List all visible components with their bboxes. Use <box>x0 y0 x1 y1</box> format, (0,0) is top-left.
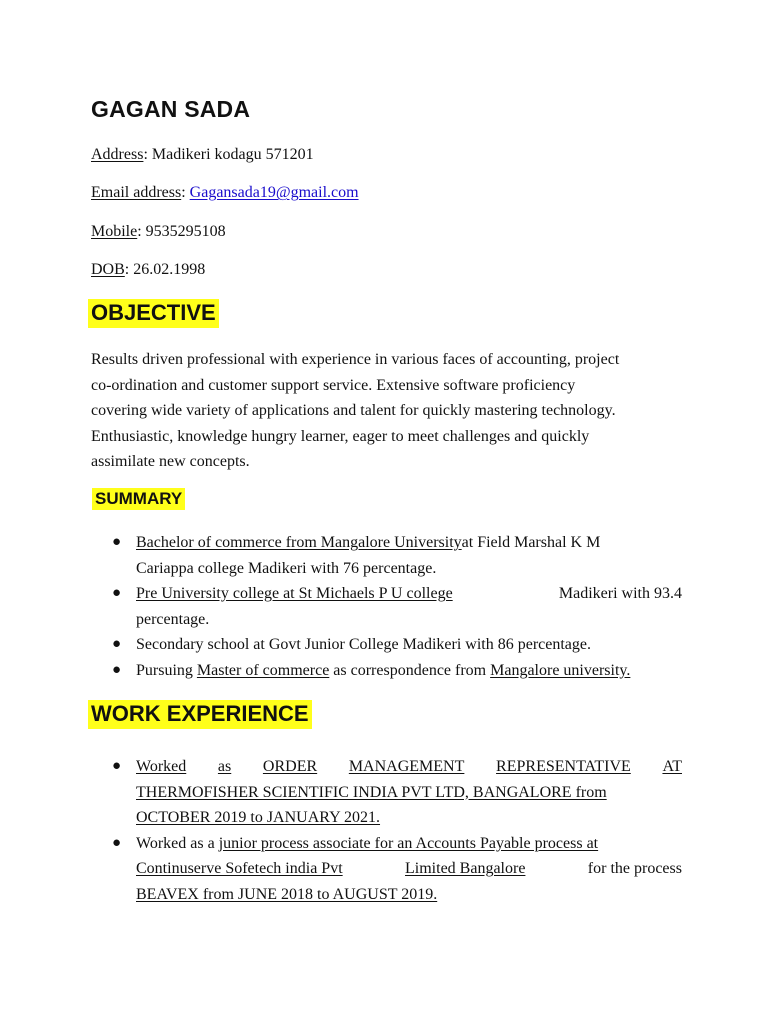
address-line: Address: Madikeri kodagu 571201 <box>91 146 314 163</box>
puc-text: Pre University college at St Michaels P U college <box>136 585 453 602</box>
list-item <box>110 658 682 684</box>
work-word: as <box>217 758 232 775</box>
candidate-name: GAGAN SADA <box>91 96 251 122</box>
pursuing-text: Pursuing <box>136 661 197 679</box>
bullet-icon: ● <box>112 636 122 652</box>
dob-value: 26.02.1998 <box>133 261 206 278</box>
list-line: BEAVEX from JUNE 2018 to AUGUST 2019. <box>136 885 438 903</box>
list-line <box>136 581 682 607</box>
dob-label: DOB <box>91 261 125 278</box>
degree-rest: at Field Marshal K M <box>461 534 601 551</box>
mobile-value: 9535295108 <box>145 223 226 240</box>
mobile-line: Mobile: 9535295108 <box>91 223 226 240</box>
bullet-icon: ● <box>112 758 122 774</box>
email-line: Email address: Gagansada19@gmail.com <box>91 184 359 201</box>
company-location: Limited Bangalore <box>405 860 526 877</box>
work-list <box>110 754 682 907</box>
work-word: AT <box>662 758 682 775</box>
masters-text: Master of commerce <box>196 661 330 679</box>
summary-list <box>110 530 682 683</box>
list-line: Cariappa college Madikeri with 76 percentage. <box>136 559 437 577</box>
list-line: OCTOBER 2019 to JANUARY 2021. <box>136 809 381 826</box>
work-word: Worked <box>136 758 187 775</box>
objective-line: Results driven professional with experience in various faces of accounting, project <box>91 351 620 368</box>
bullet-icon: ● <box>112 585 122 601</box>
address-value: Madikeri kodagu 571201 <box>151 146 314 163</box>
objective-line: covering wide variety of applications and talent for quickly mastering technology. <box>91 402 616 420</box>
puc-rest: Madikeri with 93.4 <box>558 585 682 602</box>
bullet-icon: ● <box>112 834 122 851</box>
worked-as-text: Worked as a <box>136 834 219 852</box>
list-line <box>136 658 682 684</box>
company-text: Continuserve Sofetech india Pvt <box>136 860 343 877</box>
list-item <box>110 581 682 632</box>
dob-line: DOB: 26.02.1998 <box>91 261 206 278</box>
email-link[interactable]: Gagansada19@gmail.com <box>189 184 359 201</box>
list-item <box>110 530 682 581</box>
list-line <box>136 530 682 556</box>
list-item <box>110 632 682 658</box>
list-item <box>110 831 682 908</box>
work-word: REPRESENTATIVE <box>496 758 631 775</box>
list-line: Secondary school at Govt Junior College Madikeri with 86 percentage. <box>136 636 591 653</box>
address-label: Address <box>91 146 144 163</box>
objective-line: Enthusiastic, knowledge hungry learner, eager to meet challenges and quickly <box>91 427 590 445</box>
work-experience-heading: WORK EXPERIENCE <box>88 700 312 729</box>
process-text: for the process <box>587 860 682 877</box>
list-line <box>136 831 682 857</box>
objective-heading: OBJECTIVE <box>88 299 219 328</box>
list-line <box>136 754 682 780</box>
list-line: THERMOFISHER SCIENTIFIC INDIA PVT LTD, BANGALORE from <box>136 783 607 801</box>
objective-text <box>91 347 681 475</box>
objective-line: assimilate new concepts. <box>91 453 250 471</box>
bullet-icon: ● <box>112 534 122 550</box>
degree-text: Bachelor of commerce from Mangalore University <box>136 534 462 551</box>
work-word: ORDER <box>262 758 318 775</box>
role-text: junior process associate for an Accounts Payable process at <box>218 834 599 852</box>
correspondence-text: as correspondence from <box>329 661 491 679</box>
mobile-label: Mobile <box>91 223 138 240</box>
list-item <box>110 754 682 831</box>
work-word: MANAGEMENT <box>348 758 465 775</box>
objective-line: co-ordination and customer support service. Extensive software proficiency <box>91 376 576 394</box>
list-line: percentage. <box>136 610 210 628</box>
university-text: Mangalore university. <box>490 661 631 679</box>
summary-heading: SUMMARY <box>92 488 185 510</box>
bullet-icon: ● <box>112 661 122 678</box>
email-label: Email address <box>91 184 182 201</box>
list-line <box>136 856 682 882</box>
